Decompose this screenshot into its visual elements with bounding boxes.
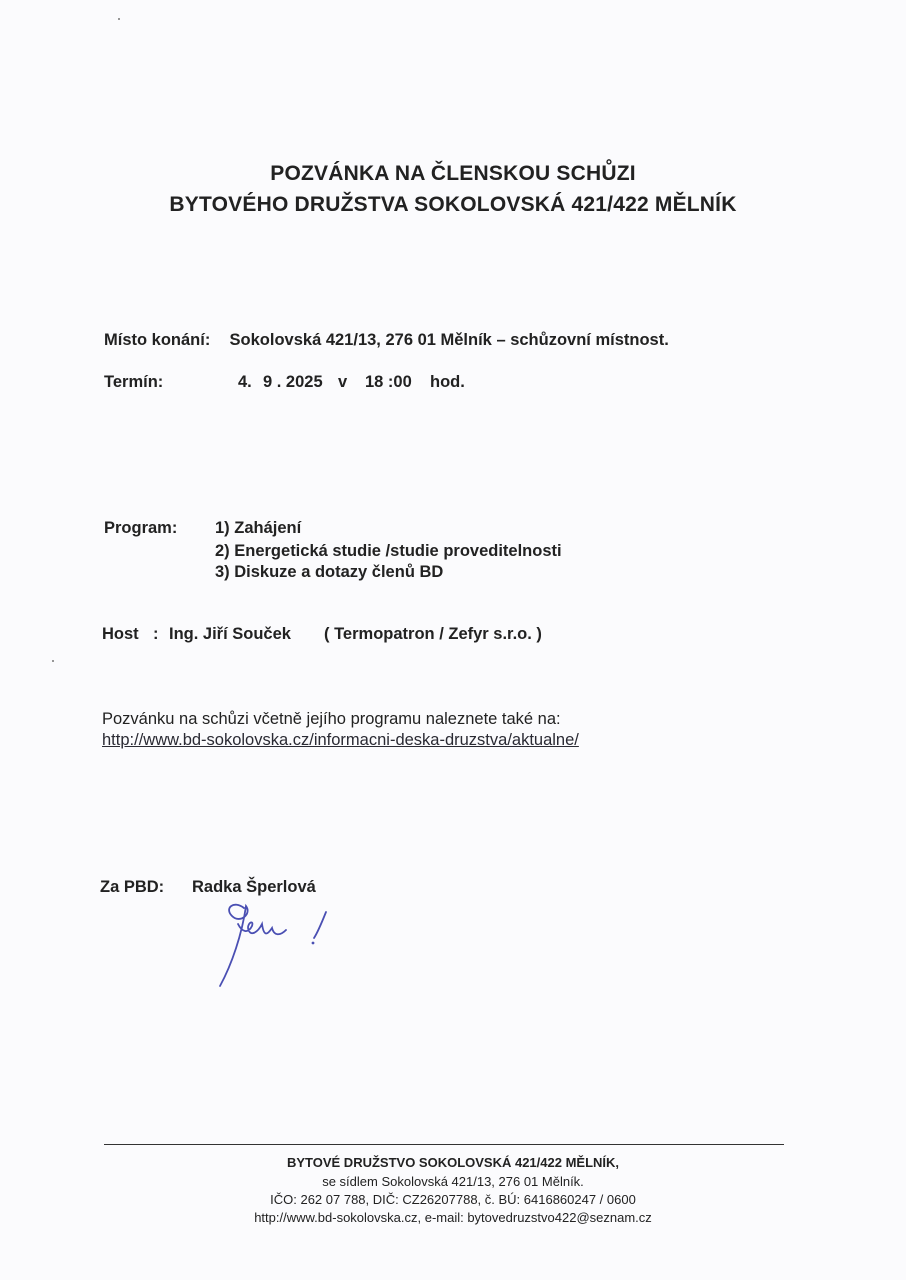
host-name: Ing. Jiří Souček [169,625,291,643]
date-label: Termín: [104,373,164,391]
footer-contact: http://www.bd-sokolovska.cz, e-mail: bytovedruzstvo422@seznam.cz [254,1210,652,1225]
footer-ids: IČO: 262 07 788, DIČ: CZ26207788, č. BÚ: 6416860247 / 0600 [270,1192,636,1207]
signatory-name: Radka Šperlová [192,878,316,896]
scan-speck [118,18,120,20]
document-title-line1: POZVÁNKA NA ČLENSKOU SCHŮZI [270,162,636,185]
program-label: Program: [104,519,178,537]
program-item-2: 2) Energetická studie /studie proveditelnosti [215,542,562,560]
date-month-year: 9 . 2025 [263,373,323,391]
venue-row [104,331,669,350]
footer-address: se sídlem Sokolovská 421/13, 276 01 Mělník. [322,1174,584,1189]
venue-value: Sokolovská 421/13, 276 01 Mělník – schůzovní místnost. [229,331,669,349]
footer-divider [104,1144,784,1145]
host-label: Host [102,625,139,643]
signature-label: Za PBD: [100,878,165,896]
document-title-line2: BYTOVÉHO DRUŽSTVA SOKOLOVSKÁ 421/422 MĚLNÍK [169,193,737,216]
time-value: 18 :00 [365,373,412,391]
footer-organization: BYTOVÉ DRUŽSTVO SOKOLOVSKÁ 421/422 MĚLNÍK, [286,1155,620,1170]
venue-label: Místo konání: [104,331,211,349]
time-unit: hod. [430,373,465,391]
host-organization: ( Termopatron / Zefyr s.r.o. ) [324,625,542,643]
date-v: v [338,373,348,391]
handwritten-signature [212,894,342,994]
program-item-3: 3) Diskuze a dotazy členů BD [215,563,444,581]
info-link[interactable]: http://www.bd-sokolovska.cz/informacni-deska-druzstva/aktualne/ [102,731,579,749]
host-colon: : [153,625,159,643]
program-item-1: 1) Zahájení [215,519,302,537]
date-day: 4. [238,373,252,391]
info-text: Pozvánku na schůzi včetně jejího programu naleznete také na: [102,710,561,728]
scan-speck [52,660,54,662]
